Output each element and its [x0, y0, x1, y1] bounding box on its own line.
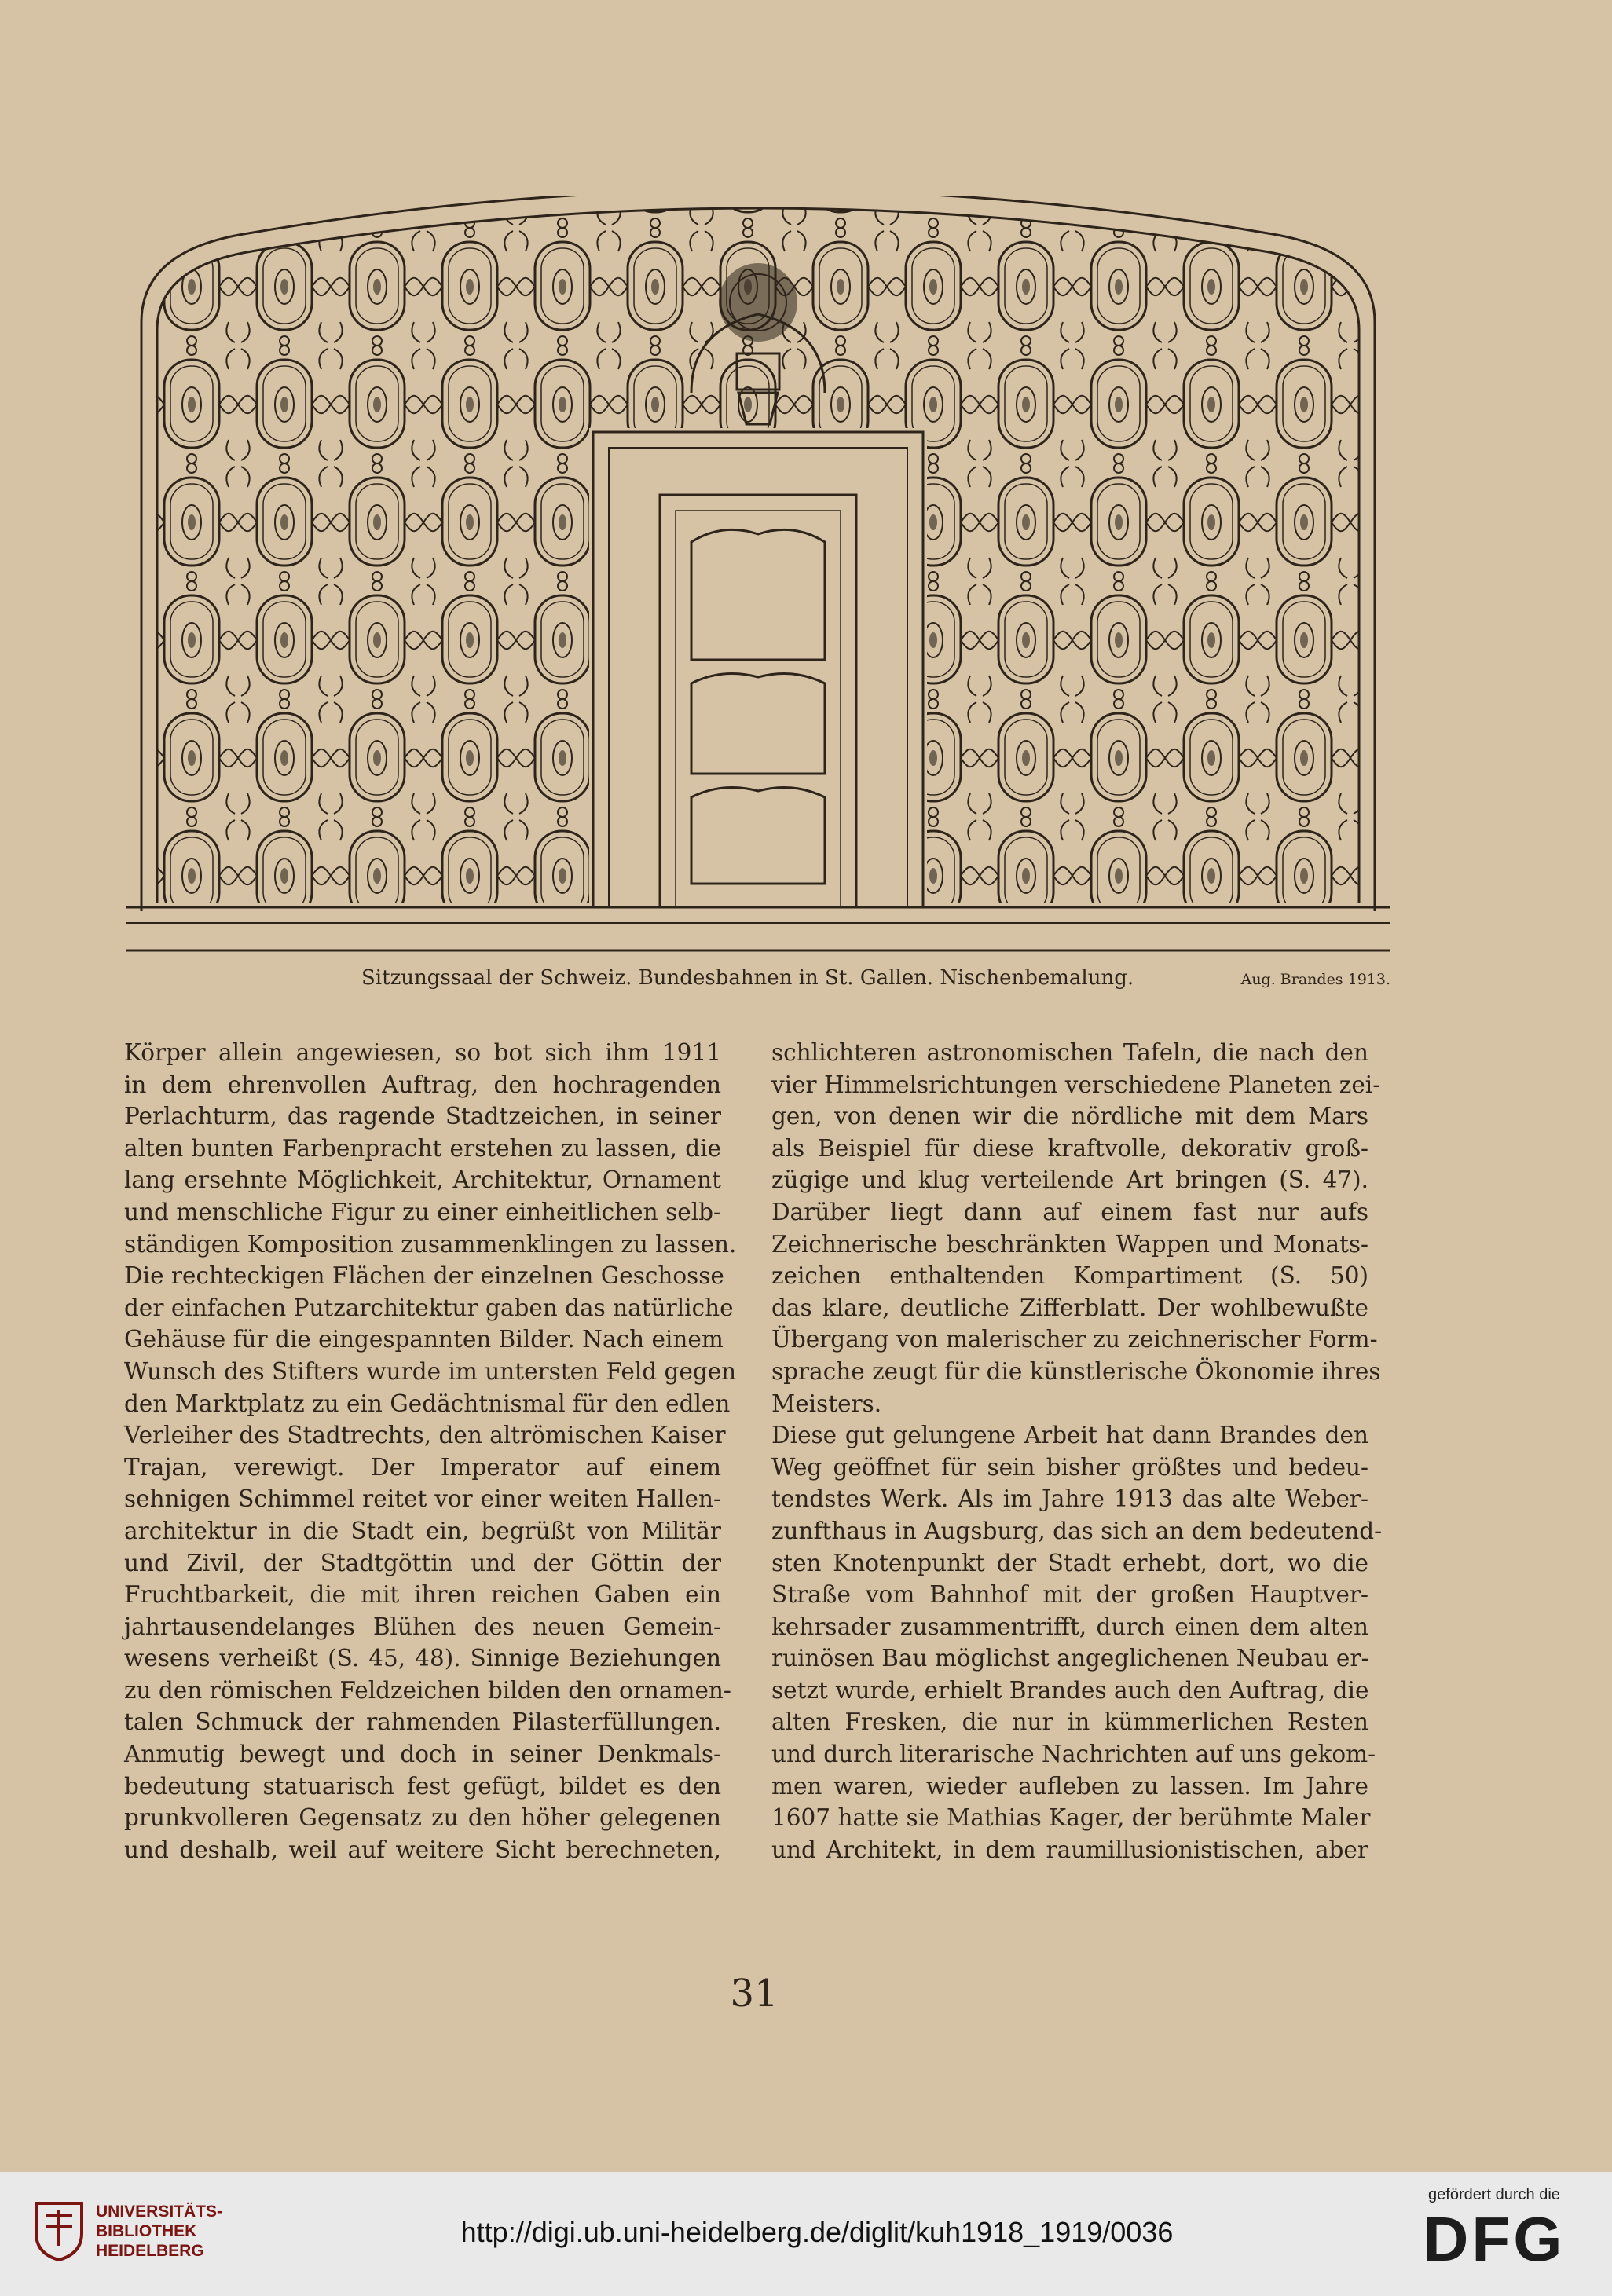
niche-painting-illustration	[126, 196, 1390, 962]
dfg-logo[interactable]	[1400, 2186, 1588, 2284]
text-line: Perlachturm, das ragende Stadtzeichen, in seiner	[124, 1103, 721, 1130]
text-line: setzt wurde, erhielt Brandes auch den Auftrag, die	[771, 1676, 1369, 1704]
text-line: und Architekt, in dem raumillusionistischen, aber	[771, 1836, 1368, 1863]
text-line: Straße vom Bahnhof mit der großen Hauptver-	[771, 1581, 1368, 1609]
text-line: Darüber liegt dann auf einem fast nur aufs	[771, 1198, 1368, 1225]
left-text-column	[124, 1037, 737, 1866]
text-line: ständigen Komposition zusammenklingen zu lassen.	[124, 1230, 737, 1258]
text-line: in dem ehrenvollen Auftrag, den hochragenden	[124, 1071, 721, 1098]
funding-label: gefördert durch die	[1428, 2186, 1560, 2203]
figure-caption-row	[126, 966, 1390, 1005]
text-line: Körper allein angewiesen, so bot sich ihm 1911	[124, 1039, 721, 1066]
text-line: das klare, deutliche Zifferblatt. Der wohlbewußte	[771, 1294, 1368, 1321]
text-line: kehrsader zusammentrifft, durch einen dem alten	[771, 1613, 1368, 1640]
figure-caption: Sitzungssaal der Schweiz. Bundesbahnen in St. Gallen. Nischenbemalung.	[361, 966, 1134, 990]
text-line: und Zivil, der Stadtgöttin und der Göttin der	[124, 1549, 721, 1576]
text-line: Trajan, verewigt. Der Imperator auf einem	[124, 1453, 721, 1481]
text-line: Meisters.	[771, 1390, 882, 1417]
text-line: men waren, wieder aufleben zu lassen. Im Jahre	[771, 1772, 1368, 1800]
text-line: Diese gut gelungene Arbeit hat dann Brandes den	[771, 1422, 1368, 1449]
text-line: architektur in die Stadt ein, begrüßt von Militär	[124, 1517, 721, 1544]
digitization-footer	[0, 2172, 1612, 2296]
text-line: jahrtausendelanges Blühen des neuen Gemein-	[124, 1613, 721, 1640]
text-line: der einfachen Putzarchitektur gaben das natürliche	[124, 1294, 734, 1321]
library-name-line: UNIVERSITÄTS-	[96, 2203, 223, 2221]
text-line: alten bunten Farbenpracht erstehen zu lassen, die	[124, 1134, 721, 1162]
text-line: schlichteren astronomischen Tafeln, die nach den	[771, 1039, 1368, 1066]
text-line: vier Himmelsrichtungen verschiedene Planeten zei-	[771, 1071, 1381, 1098]
text-line: zu den römischen Feldzeichen bilden den ornamen-	[124, 1676, 731, 1704]
text-line: Anmutig bewegt und doch in seiner Denkmals-	[124, 1741, 721, 1768]
text-line: bedeutung statuarisch fest gefügt, bildet es den	[124, 1772, 721, 1800]
text-line: wesens verheißt (S. 45, 48). Sinnige Beziehungen	[124, 1645, 721, 1672]
text-line: 1607 hatte sie Mathias Kager, der berühmte Maler	[771, 1804, 1371, 1832]
text-line: zeichen enthaltenden Kompartiment (S. 50)	[771, 1262, 1368, 1290]
dfg-wordmark: DFG	[1423, 2204, 1566, 2274]
library-name-line: BIBLIOTHEK	[96, 2222, 197, 2240]
text-line: Wunsch des Stifters wurde im untersten Feld gegen	[124, 1357, 737, 1385]
text-line: Gehäuse für die eingespannten Bilder. Nach einem	[124, 1326, 724, 1353]
text-line: lang ersehnte Möglichkeit, Architektur, Ornament	[124, 1166, 721, 1194]
text-line: Die rechteckigen Flächen der einzelnen Geschosse	[124, 1262, 724, 1290]
text-line: tendstes Werk. Als im Jahre 1913 das alte Weber-	[771, 1485, 1368, 1513]
text-line: alten Fresken, die nur in kümmerlichen Resten	[771, 1708, 1368, 1736]
text-line: und deshalb, weil auf weitere Sicht berechneten,	[124, 1836, 721, 1863]
text-line: prunkvolleren Gegensatz zu den höher gelegenen	[124, 1804, 721, 1832]
library-logo[interactable]	[31, 2194, 244, 2272]
library-name-line: HEIDELBERG	[96, 2242, 204, 2260]
text-line: sehnigen Schimmel reitet vor einer weiten Hallen-	[124, 1485, 721, 1513]
right-text-column	[771, 1037, 1383, 1866]
text-line: zunfthaus in Augsburg, das sich an dem bedeutend-	[771, 1517, 1383, 1544]
text-line: Zeichnerische beschränkten Wappen und Monats-	[771, 1230, 1368, 1258]
text-line: sten Knotenpunkt der Stadt erhebt, dort, wo die	[771, 1549, 1368, 1576]
library-seal-icon	[31, 2199, 86, 2261]
text-line: Weg geöffnet für sein bisher größtes und bedeu-	[771, 1453, 1368, 1481]
text-line: zügige und klug verteilende Art bringen (S. 47).	[771, 1166, 1368, 1194]
text-line: ruinösen Bau möglichst angeglichenen Neubau er-	[771, 1645, 1369, 1672]
text-line: und durch literarische Nachrichten auf uns gekom-	[771, 1741, 1376, 1768]
text-line: den Marktplatz zu ein Gedächtnismal für den edlen	[124, 1390, 731, 1417]
text-line: und menschliche Figur zu einer einheitlichen selb-	[124, 1198, 721, 1225]
text-line: Fruchtbarkeit, die mit ihren reichen Gaben ein	[124, 1581, 721, 1609]
library-name	[96, 2202, 222, 2261]
text-line: Übergang von malerischer zu zeichnerischer Form-	[771, 1326, 1378, 1353]
permalink-url[interactable]: http://digi.ub.uni-heidelberg.de/diglit/kuh1918_1919/0036	[460, 2216, 1174, 2248]
text-line: gen, von denen wir die nördliche mit dem Mars	[771, 1103, 1368, 1130]
text-line: als Beispiel für diese kraftvolle, dekorativ groß-	[771, 1134, 1368, 1162]
text-line: sprache zeugt für die künstlerische Ökonomie ihres	[771, 1357, 1381, 1385]
text-line: talen Schmuck der rahmenden Pilasterfüllungen.	[124, 1708, 721, 1736]
figure-credit: Aug. Brandes 1913.	[1240, 971, 1390, 988]
page-number: 31	[730, 1972, 779, 2016]
text-line: Verleiher des Stadtrechts, den altrömischen Kaiser	[124, 1422, 726, 1449]
